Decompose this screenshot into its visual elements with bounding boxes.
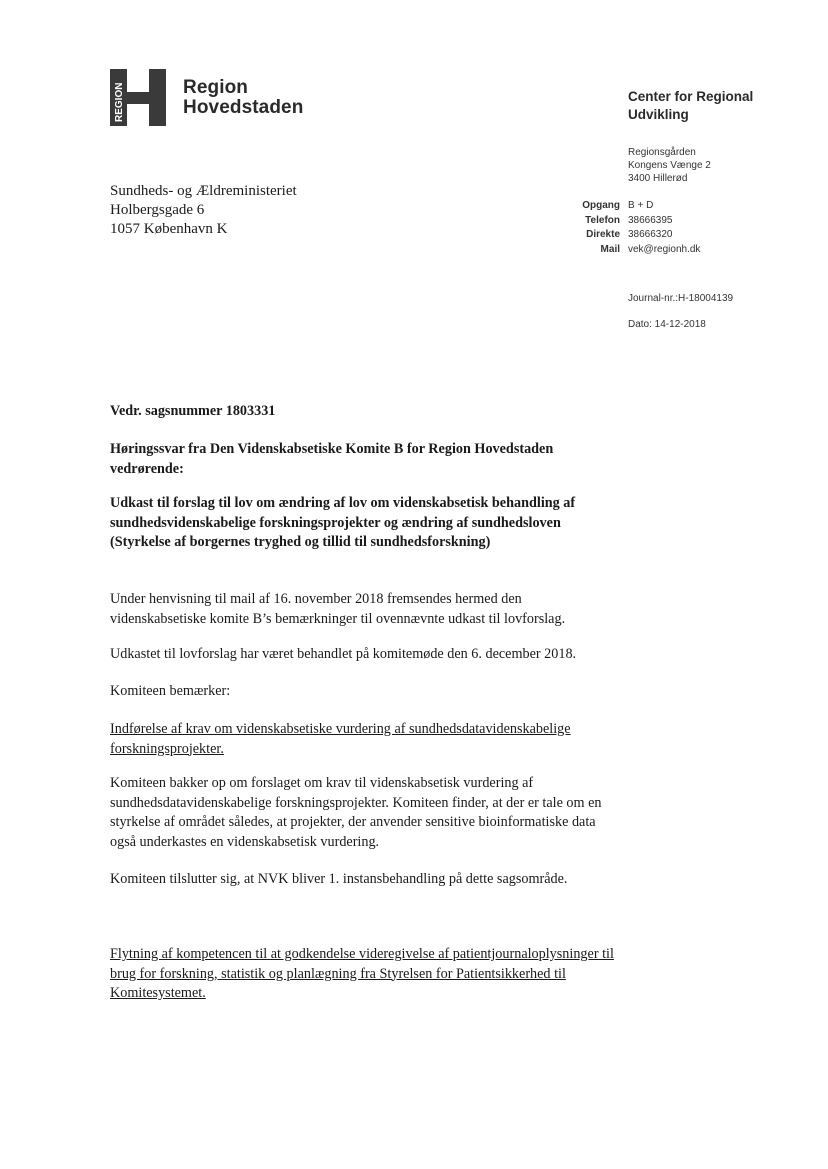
- subject-bill: Udkast til forslag til lov om ændring af lov om videnskabsetisk behandling af sundhedsvidenskabelige forskningsprojekter og ændring af sundhedsloven (Styrkelse af borgernes tryghed og tillid til sundhedsforskning): [110, 495, 576, 550]
- address-line2: Kongens Vænge 2: [628, 160, 711, 171]
- section2-title: Flytning af kompetencen til at godkendelse videregivelse af patientjournaloplysninger til brug for forskning, statistik og planlægning fra Styrelsen for Patientsikkerhed til Komitesystemet.: [110, 946, 614, 1001]
- contact-label-mail: Mail: [600, 243, 620, 255]
- center-line2: Udvikling: [628, 107, 689, 122]
- contact-labels: [582, 199, 620, 257]
- logo-name-line2: Hovedstaden: [183, 97, 304, 118]
- paragraph-meeting: Udkastet til lovforslag har været behandlet på komitemøde den 6. december 2018.: [110, 646, 577, 662]
- region-logo: [110, 69, 166, 126]
- address-line1: Regionsgården: [628, 147, 696, 158]
- contact-values: [628, 199, 700, 257]
- journal-number: Journal-nr.:H-18004139: [628, 293, 734, 304]
- paragraph-intro: Under henvisning til mail af 16. november 2018 fremsendes hermed den videnskabsetiske komite B’s bemærkninger til ovennævnte udkast til lovforslag.: [110, 591, 566, 627]
- recipient-line1: Sundheds- og Ældreministeriet: [110, 183, 297, 199]
- contact-label-opgang: Opgang: [582, 200, 620, 211]
- contact-value-telefon: 38666395: [628, 214, 673, 226]
- logo-name-line1: Region: [183, 77, 248, 98]
- paragraph-remarks: Komiteen bemærker:: [110, 683, 231, 699]
- contact-value-mail: vek@regionh.dk: [628, 243, 701, 255]
- letter-date: Dato: 14-12-2018: [628, 319, 706, 330]
- case-reference: Vedr. sagsnummer 1803331: [110, 403, 276, 419]
- logo-wordmark: [183, 78, 303, 118]
- paragraph-support: Komiteen bakker op om forslaget om krav til videnskabsetisk vurdering af sundhedsdatavidenskabelige forskningsprojekter. Komiteen finder, at der er tale om en styrkelse af området således, at projekter, der anvender sensitive bioinformatiske data også underkastes en videnskabsetisk vurdering.: [110, 775, 602, 850]
- section1-title: Indførelse af krav om videnskabsetiske vurdering af sundhedsdatavidenskabelige forskningsprojekter.: [110, 721, 571, 757]
- recipient-line3: 1057 København K: [110, 221, 228, 237]
- sender-address: [628, 146, 711, 185]
- recipient-line2: Holbergsgade 6: [110, 202, 205, 218]
- paragraph-nvk: Komiteen tilslutter sig, at NVK bliver 1. instansbehandling på dette sagsområde.: [110, 871, 568, 887]
- contact-value-opgang: B + D: [628, 200, 654, 211]
- contact-label-direkte: Direkte: [586, 229, 620, 240]
- logo-vertical-text: REGION: [114, 82, 125, 122]
- center-line1: Center for Regional: [628, 89, 754, 104]
- sender-center: [628, 88, 753, 124]
- contact-label-telefon: Telefon: [585, 214, 620, 226]
- subject-heading: Høringssvar fra Den Videnskabsetiske Komite B for Region Hovedstaden vedrørende:: [110, 441, 554, 477]
- recipient-address: [110, 182, 297, 239]
- address-line3: 3400 Hillerød: [628, 173, 688, 184]
- contact-value-direkte: 38666320: [628, 229, 673, 240]
